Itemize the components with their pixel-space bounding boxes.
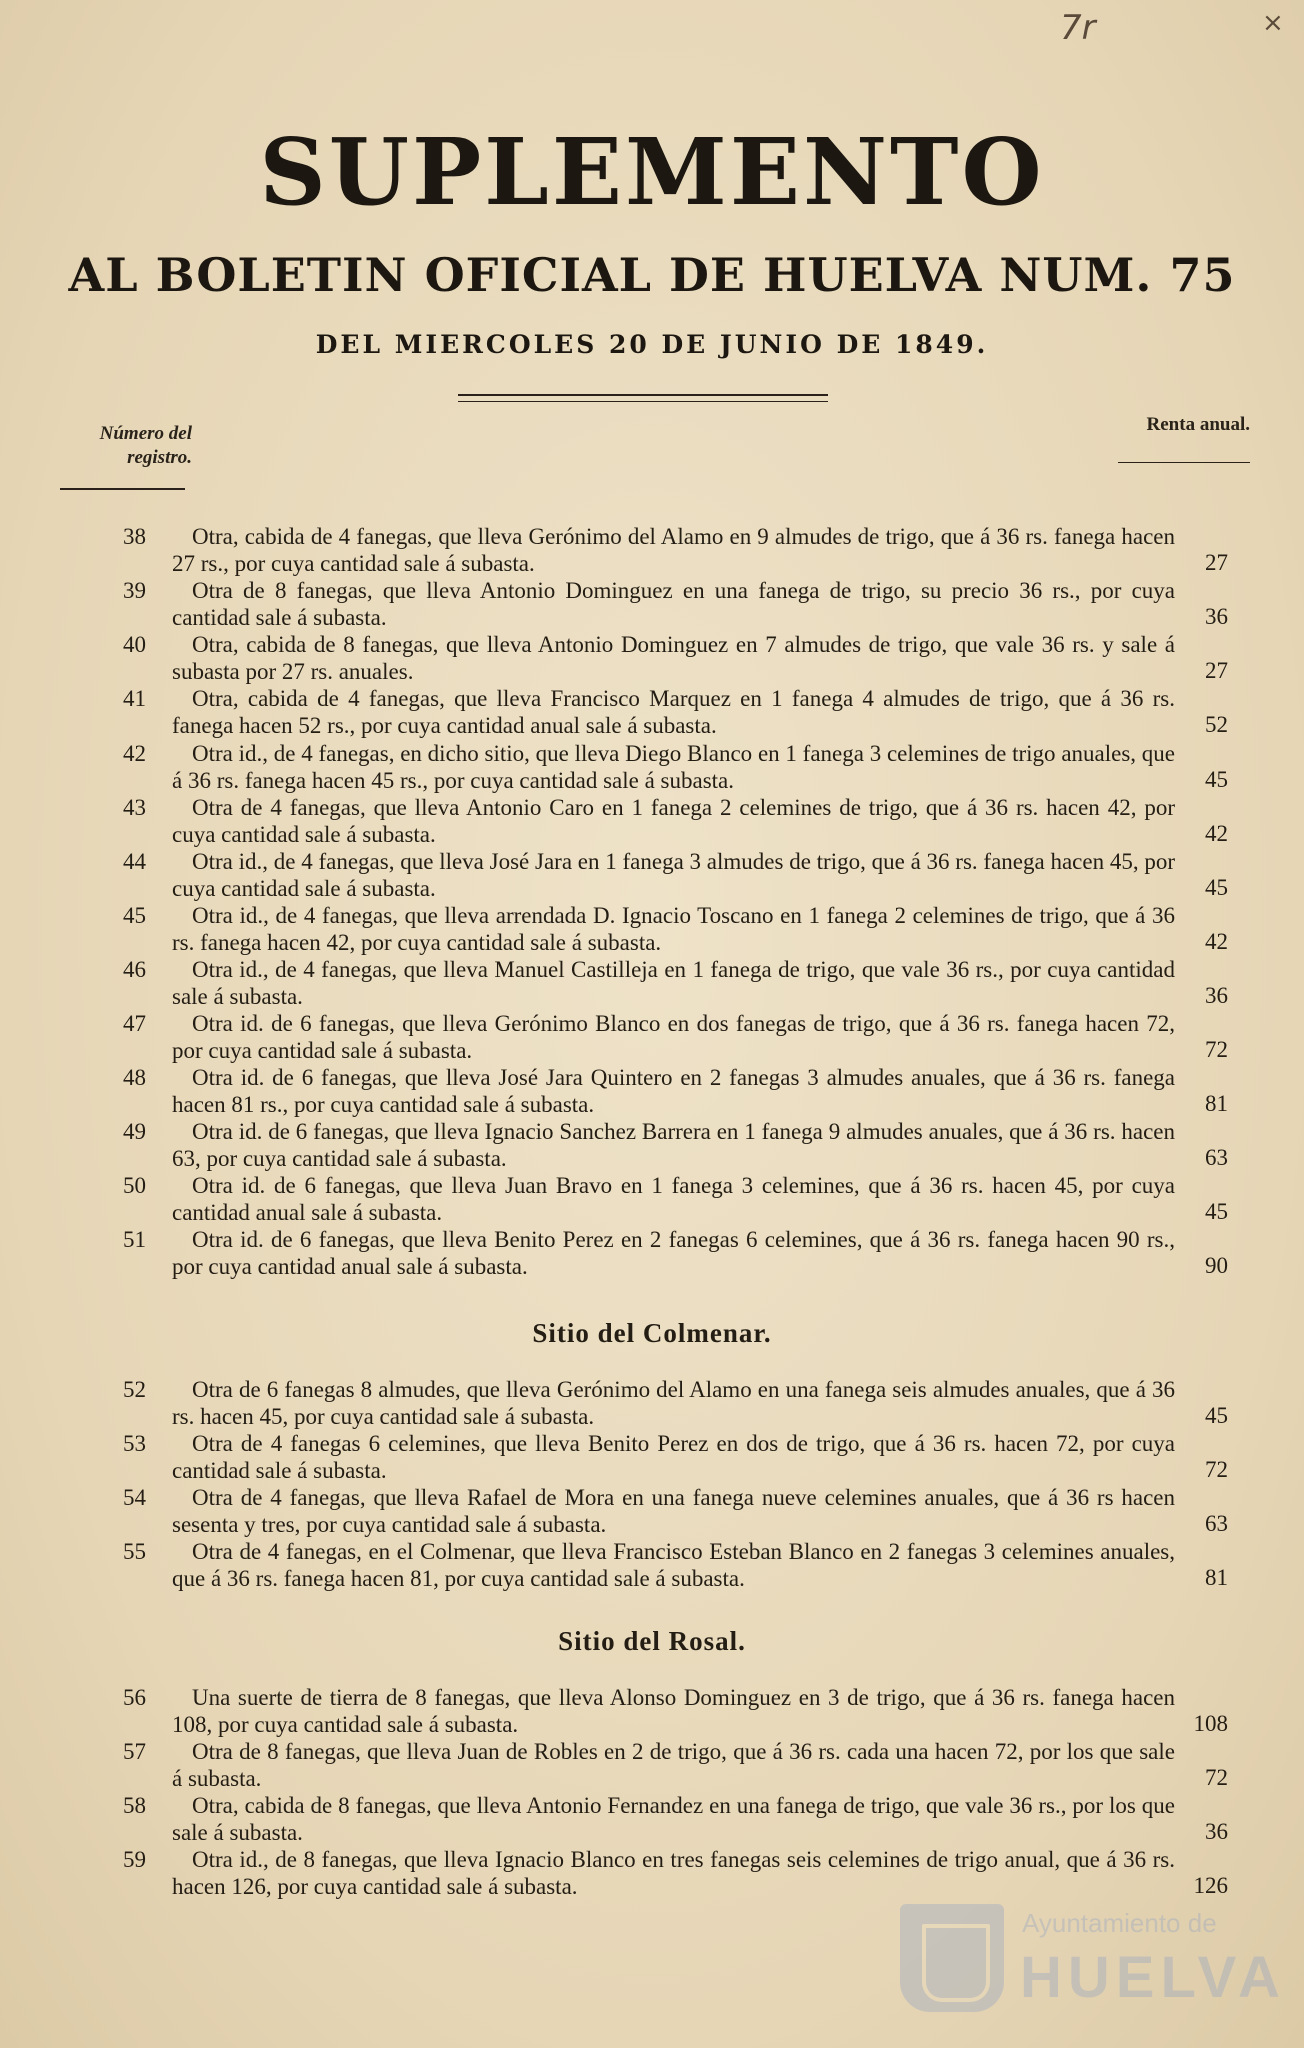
- folio-number: 7r: [1060, 8, 1096, 48]
- entry-rent: 45: [1205, 1199, 1228, 1224]
- entry-text: Otra id., de 4 fanegas, que lleva José Jara en 1 fanega 3 almudes de trigo, que á 36 rs. fanega hacen 45, por cuya cantidad sale á subasta.: [172, 849, 1175, 901]
- watermark-line2: HUELVA: [1020, 1945, 1286, 2010]
- column-rule-left: [60, 488, 185, 490]
- entry-rent: 81: [1205, 1565, 1228, 1590]
- entry-number: 43: [123, 795, 146, 820]
- entry-text: Otra id., de 4 fanegas, en dicho sitio, que lleva Diego Blanco en 1 fanega 3 celemines de trigo anuales, que á 36 rs. fanega hacen 45 rs., por cuya cantidad sale á subasta.: [172, 741, 1175, 793]
- entry-number: 46: [123, 957, 146, 982]
- section-title-colmenar: Sitio del Colmenar.: [532, 1318, 772, 1348]
- list-item: [0, 1484, 1304, 1540]
- entry-number: 47: [123, 1011, 146, 1036]
- entry-number: 53: [123, 1431, 146, 1456]
- entry-text: Otra id., de 4 fanegas, que lleva arrendada D. Ignacio Toscano en 1 fanega 2 celemines de trigo, que á 36 rs. fanega hacen 42, por cuya cantidad sale á subasta.: [172, 903, 1175, 955]
- list-item: [0, 1010, 1304, 1066]
- entry-rent: 63: [1205, 1145, 1228, 1170]
- entry-text: Otra id. de 6 fanegas, que lleva Juan Bravo en 1 fanega 3 celemines, que á 36 rs. hacen 45, por cuya cantidad anual sale á subasta.: [172, 1173, 1175, 1225]
- page-title: SUPLEMENTO: [259, 118, 1045, 226]
- entry-number: 44: [123, 849, 146, 874]
- entry-text: Otra de 8 fanegas, que lleva Antonio Dominguez en una fanega de trigo, su precio 36 rs., por cuya cantidad sale á subasta.: [172, 578, 1175, 630]
- entry-rent: 36: [1205, 1819, 1228, 1844]
- entry-rent: 72: [1205, 1037, 1228, 1062]
- entry-rent: 63: [1205, 1511, 1228, 1536]
- entry-number: 50: [123, 1173, 146, 1198]
- entry-number: 41: [123, 686, 146, 711]
- entry-number: 45: [123, 903, 146, 928]
- entry-text: Otra id. de 6 fanegas, que lleva Ignacio Sanchez Barrera en 1 fanega 9 almudes anuales, que á 36 rs. hacen 63, por cuya cantidad sale á subasta.: [172, 1119, 1175, 1171]
- entry-rent: 72: [1205, 1457, 1228, 1482]
- entry-number: 55: [123, 1539, 146, 1564]
- entry-number: 54: [123, 1485, 146, 1510]
- entry-number: 38: [123, 524, 146, 549]
- entry-rent: 36: [1205, 604, 1228, 629]
- entry-text: Una suerte de tierra de 8 fanegas, que lleva Alonso Dominguez en 3 de trigo, que á 36 rs. fanega hacen 108, por cuya cantidad sale á subasta.: [172, 1685, 1175, 1737]
- list-item: [0, 956, 1304, 1012]
- entry-number: 48: [123, 1065, 146, 1090]
- entry-rent: 27: [1205, 658, 1228, 683]
- entry-text: Otra de 4 fanegas, que lleva Antonio Caro en 1 fanega 2 celemines de trigo, que á 36 rs. hacen 42, por cuya cantidad sale á subasta.: [172, 795, 1175, 847]
- header-rule-thin: [458, 401, 828, 402]
- entry-rent: 72: [1205, 1765, 1228, 1790]
- list-item: [0, 1376, 1304, 1432]
- entry-number: 40: [123, 632, 146, 657]
- entry-rent: 90: [1205, 1253, 1228, 1278]
- entry-number: 39: [123, 578, 146, 603]
- entry-rent: 45: [1205, 1403, 1228, 1428]
- entry-text: Otra id., de 8 fanegas, que lleva Ignacio Blanco en tres fanegas seis celemines de trigo anual, que á 36 rs. hacen 126, por cuya cantidad sale á subasta.: [172, 1847, 1175, 1899]
- entry-number: 56: [123, 1685, 146, 1710]
- entry-text: Otra de 4 fanegas, en el Colmenar, que lleva Francisco Esteban Blanco en 2 fanegas 3 celemines anuales, que á 36 rs. fanega hacen 81, por cuya cantidad sale á subasta.: [172, 1539, 1175, 1591]
- list-item: [0, 1846, 1304, 1902]
- ayuntamiento-watermark: [900, 1898, 1286, 2018]
- list-item: [0, 1430, 1304, 1486]
- entry-number: 58: [123, 1793, 146, 1818]
- list-item: [0, 902, 1304, 958]
- issue-date: DEL MIERCOLES 20 DE JUNIO DE 1849.: [315, 330, 989, 359]
- header-rule: [458, 394, 828, 396]
- entry-number: 49: [123, 1119, 146, 1144]
- list-item: [0, 631, 1304, 687]
- list-item: [0, 577, 1304, 633]
- entry-rent: 52: [1205, 712, 1228, 737]
- entry-rent: 42: [1205, 821, 1228, 846]
- entry-text: Otra de 4 fanegas 6 celemines, que lleva Benito Perez en dos de trigo, que á 36 rs. hacen 72, por cuya cantidad sale á subasta.: [172, 1431, 1175, 1483]
- entry-rent: 45: [1205, 875, 1228, 900]
- entry-number: 52: [123, 1377, 146, 1402]
- column-header-number: Número del registro.: [99, 423, 192, 468]
- entry-rent: 45: [1205, 767, 1228, 792]
- entry-number: 57: [123, 1739, 146, 1764]
- list-item: [0, 1538, 1304, 1594]
- list-item: [0, 794, 1304, 850]
- list-item: [0, 685, 1304, 741]
- entry-text: Otra, cabida de 8 fanegas, que lleva Antonio Fernandez en una fanega de trigo, que vale 36 rs., por los que sale á subasta.: [172, 1793, 1175, 1845]
- list-item: [0, 1172, 1304, 1228]
- entry-text: Otra, cabida de 4 fanegas, que lleva Francisco Marquez en 1 fanega 4 almudes de trigo, que á 36 rs. fanega hacen 52 rs., por cuya cantidad anual sale á subasta.: [172, 686, 1175, 738]
- entry-text: Otra de 6 fanegas 8 almudes, que lleva Gerónimo del Alamo en una fanega seis almudes anuales, que á 36 rs. hacen 45, por cuya cantidad sale á subasta.: [172, 1377, 1175, 1429]
- entry-text: Otra id., de 4 fanegas, que lleva Manuel Castilleja en 1 fanega de trigo, que vale 36 rs., por cuya cantidad sale á subasta.: [172, 957, 1175, 1009]
- entry-text: Otra id. de 6 fanegas, que lleva Gerónimo Blanco en dos fanegas de trigo, que á 36 rs. fanega hacen 72, por cuya cantidad sale á subasta.: [172, 1011, 1175, 1063]
- list-item: [0, 1118, 1304, 1174]
- entry-number: 42: [123, 741, 146, 766]
- watermark-line1: Ayuntamiento de: [1022, 1908, 1217, 1938]
- entry-rent: 81: [1205, 1091, 1228, 1116]
- list-item: [0, 523, 1304, 579]
- entry-number: 51: [123, 1227, 146, 1252]
- list-item: [0, 1738, 1304, 1794]
- entry-rent: 108: [1193, 1711, 1228, 1736]
- entry-rent: 36: [1205, 983, 1228, 1008]
- entry-rent: 126: [1193, 1873, 1228, 1898]
- column-header-rent: Renta anual.: [1146, 414, 1250, 435]
- list-item: [0, 1684, 1304, 1740]
- list-item: [0, 848, 1304, 904]
- list-item: [0, 1226, 1304, 1282]
- list-item: [0, 1792, 1304, 1848]
- entry-text: Otra de 4 fanegas, que lleva Rafael de Mora en una fanega nueve celemines anuales, que á 36 rs hacen sesenta y tres, por cuya cantidad sale á subasta.: [172, 1485, 1175, 1537]
- list-item: [0, 1064, 1304, 1120]
- column-rule-right: [1118, 462, 1250, 463]
- entry-text: Otra id. de 6 fanegas, que lleva Benito Perez en 2 fanegas 6 celemines, que á 36 rs. fanega hacen 90 rs., por cuya cantidad anual sale á subasta.: [172, 1227, 1175, 1279]
- entry-rent: 42: [1205, 929, 1228, 954]
- shield-icon: [900, 1904, 1004, 2012]
- entry-number: 59: [123, 1847, 146, 1872]
- entry-rent: 27: [1205, 550, 1228, 575]
- list-item: [0, 740, 1304, 796]
- corner-mark: ×: [1262, 8, 1284, 38]
- entry-text: Otra id. de 6 fanegas, que lleva José Jara Quintero en 2 fanegas 3 almudes anuales, que á 36 rs. fanega hacen 81 rs., por cuya cantidad sale á subasta.: [172, 1065, 1175, 1117]
- page-subtitle: AL BOLETIN OFICIAL DE HUELVA NUM. 75: [68, 248, 1236, 302]
- entry-text: Otra, cabida de 8 fanegas, que lleva Antonio Dominguez en 7 almudes de trigo, que vale 36 rs. y sale á subasta por 27 rs. anuales.: [172, 632, 1175, 684]
- section-title-rosal: Sitio del Rosal.: [558, 1626, 746, 1656]
- entry-text: Otra, cabida de 4 fanegas, que lleva Gerónimo del Alamo en 9 almudes de trigo, que á 36 rs. fanega hacen 27 rs., por cuya cantidad sale á subasta.: [172, 524, 1175, 576]
- entry-text: Otra de 8 fanegas, que lleva Juan de Robles en 2 de trigo, que á 36 rs. cada una hacen 72, por los que sale á subasta.: [172, 1739, 1175, 1791]
